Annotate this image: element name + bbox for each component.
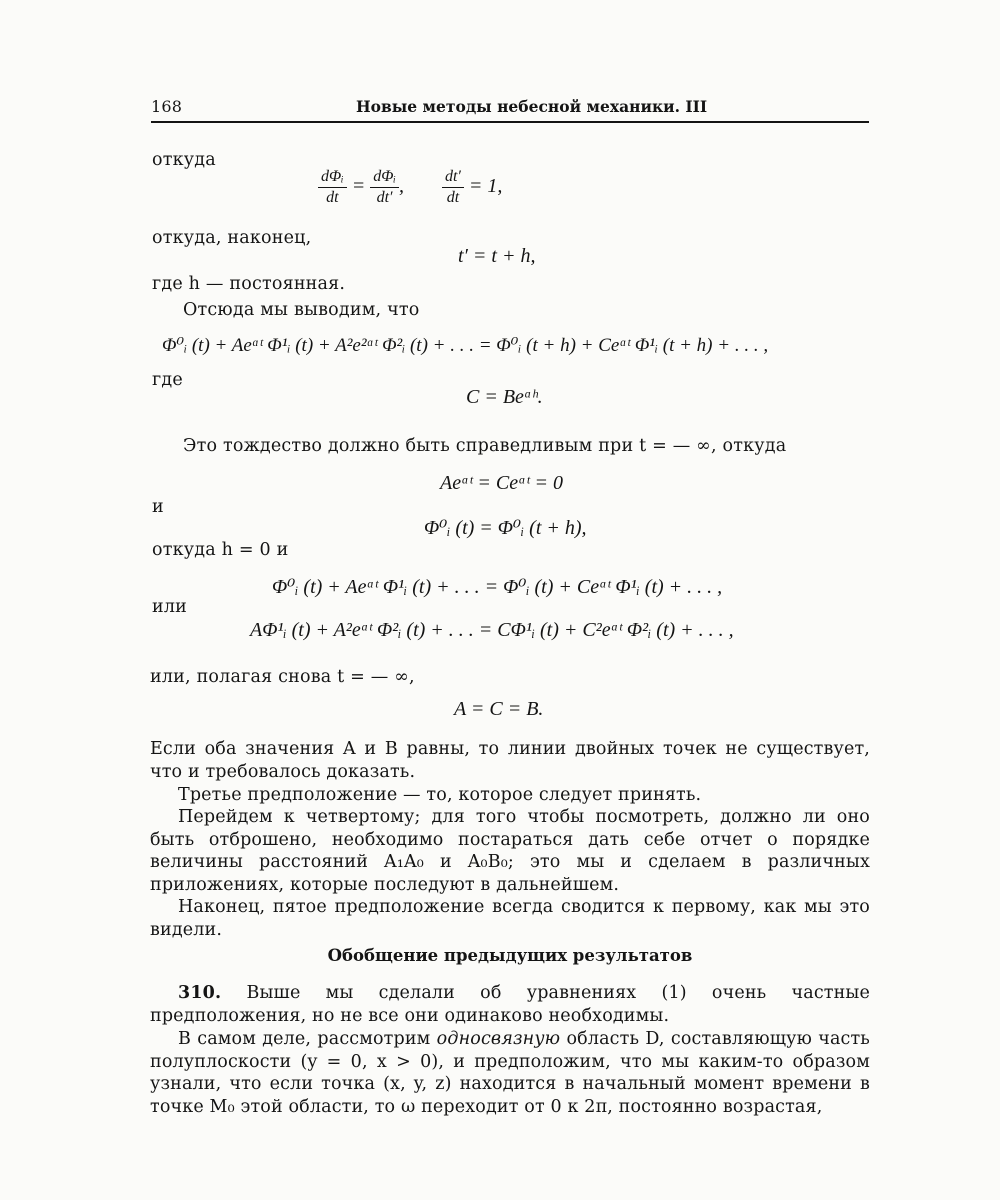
equation-phi0-periodic: Φ⁰ᵢ (t) = Φ⁰ᵢ (t + h), [424,517,587,539]
text-otkuda-nakonets: откуда, наконец, [152,228,312,248]
fraction: $\frac{\text{dΦᵢ}}{dt'}$ [370,168,399,207]
paragraph-domain-d [150,1028,870,1118]
equation-series-2: Φ⁰ᵢ (t) + Aeᵅᵗ Φ¹ᵢ (t) + . . . = Φ⁰ᵢ (t) + Ceᵅᵗ Φ¹ᵢ (t) + . . . , [272,576,723,598]
paragraph-domain-d-rest: область D, составляющую часть полуплоскости (y = 0, x > 0), и предположим, что мы каким-то образом узнали, что если точка (x, y, z) находится в начальный момент времени в точке M₀ этой области, то ω переходит от 0 к 2π, постоянно возрастая, [150,1029,870,1117]
paragraph-third-assumption: Третье предположение — то, которое следует принять. [178,785,702,805]
paragraph-fifth-assumption: Наконец, пятое предположение всегда сводится к первому, как мы это видели. [150,897,870,940]
paragraph-fourth-assumption: Перейдем к четвертому; для того чтобы посмотреть, должно ли оно быть отброшено, необходимо постараться дать себе отчет о порядке величины расстояний A₁A₀ и A₀B₀; это мы и сделаем в различных приложениях, которые последуют в дальнейшем. [150,807,870,895]
text-i: и [152,497,164,517]
text-otkuda-h0: откуда h = 0 и [152,540,289,560]
text-gde-h: где h — постоянная. [152,274,346,294]
equation-series-3: AΦ¹ᵢ (t) + A²eᵅᵗ Φ²ᵢ (t) + . . . = CΦ¹ᵢ (t) + C²eᵅᵗ Φ²ᵢ (t) + . . . , [250,619,734,641]
equation-c: C = Beᵅʰ. [466,386,543,408]
text-otsyuda: Отсюда мы выводим, что [183,300,420,320]
equation-t-prime: t′ = t + h, [458,245,536,267]
text-ili: или [152,597,188,617]
equation-limit-zero: Aeᵅᵗ = Ceᵅᵗ = 0 [440,472,563,494]
equation-series-identity: Φ⁰ᵢ (t) + Aeᵅᵗ Φ¹ᵢ (t) + A²e²ᵅᵗ Φ²ᵢ (t) + . . . = Φ⁰ᵢ (t + h) + Ceᵅᵗ Φ¹ᵢ (t + h) + . . . , [162,335,769,356]
text-gde: где [152,370,183,390]
equation-derivatives: $\frac{\text{dΦᵢ}}{dt}$ = $\frac{\text{dΦᵢ}}{dt'}$ , $\frac{dt'}{dt}$ = 1, [318,168,502,207]
page-number: 168 [151,97,183,116]
paragraph-310-text: Выше мы сделали об уравнениях (1) очень частные предположения, но не все они одинаково необходимы. [150,983,870,1026]
running-title: Новые методы небесной механики. III [356,97,708,116]
emphasis-simply-connected: односвязную [436,1029,561,1049]
section-heading: Обобщение предыдущих результатов [327,946,693,965]
text-ili-polagaya: или, полагая снова t = — ∞, [150,667,415,687]
paragraph-310 [150,982,870,1027]
text-otkuda: откуда [152,150,216,170]
paragraph-conclusion: Если оба значения A и B равны, то линии двойных точек не существует, что и требовалось доказать. [150,739,870,782]
equation-a-c-b: A = C = B. [454,698,544,720]
paragraph-domain-d-start: В самом деле, рассмотрим [178,1029,437,1049]
header-rule [151,121,869,123]
text-tozhdestvo: Это тождество должно быть справедливым при t = — ∞, откуда [183,436,787,456]
fraction: $\frac{dt'}{dt}$ [442,168,464,207]
fraction: $\frac{\text{dΦᵢ}}{dt}$ [318,168,347,207]
section-number: 310. [178,983,222,1003]
